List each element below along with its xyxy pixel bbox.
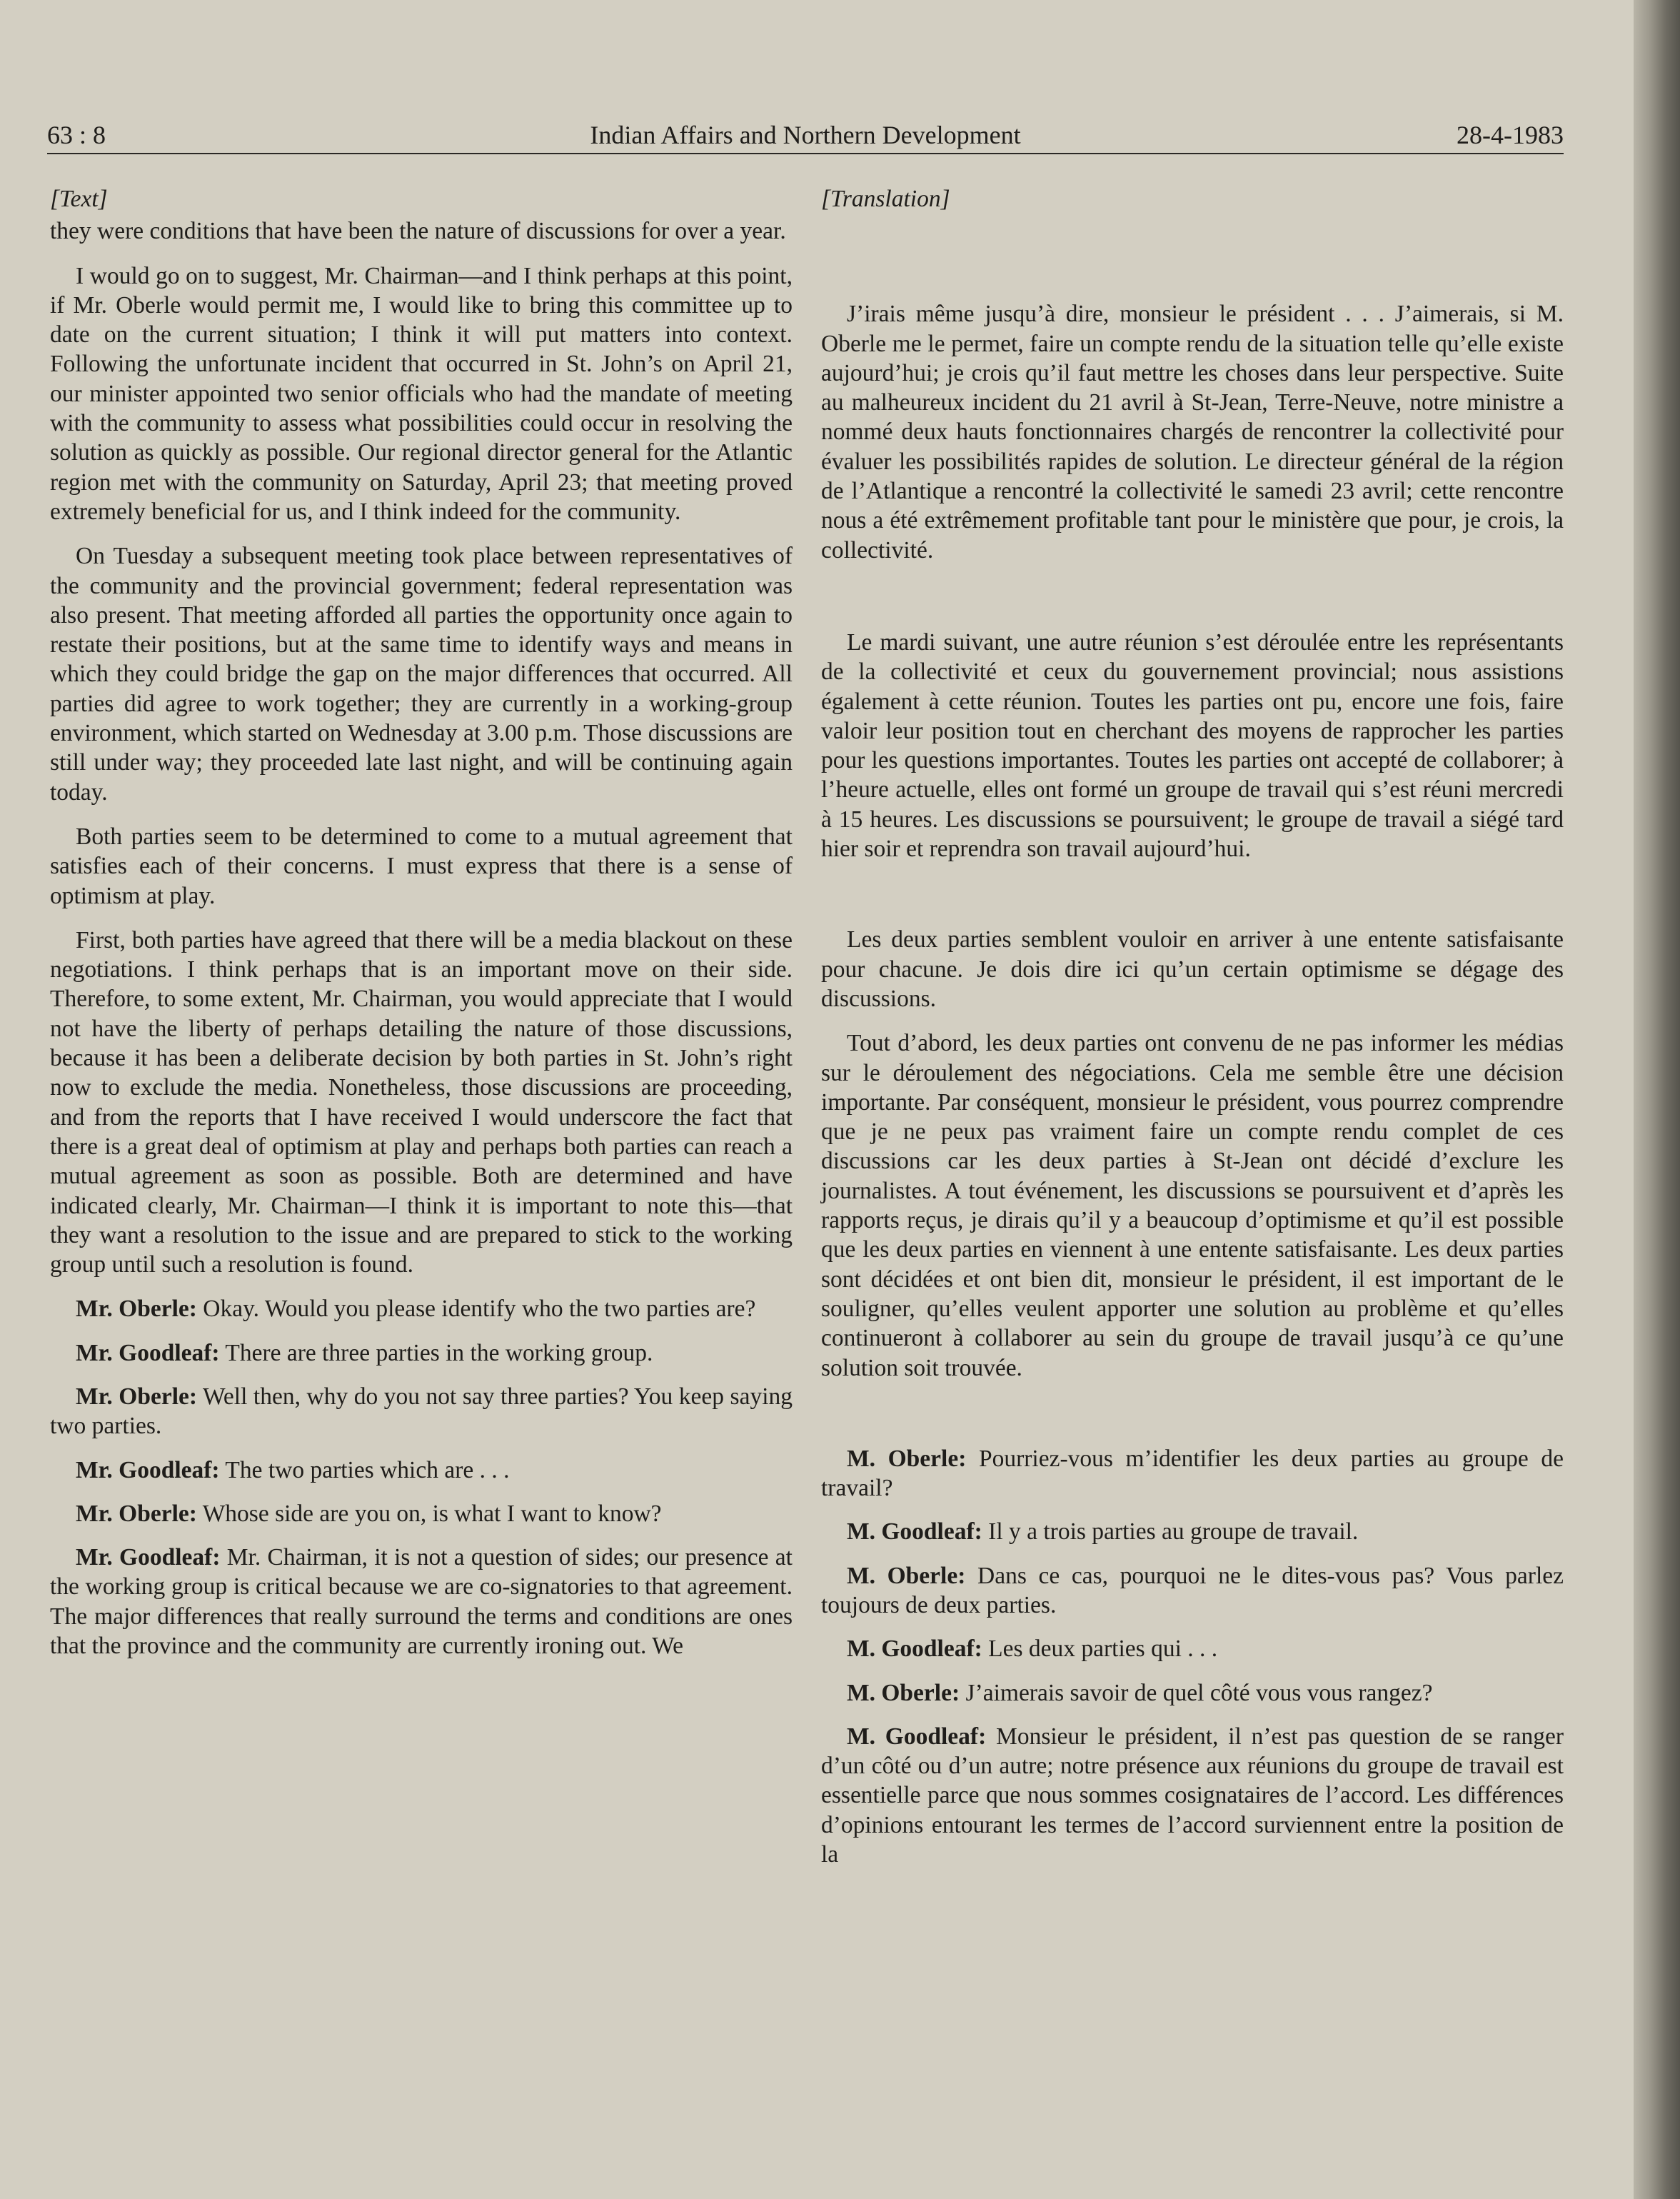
speech-text: The two parties which are . . . [219, 1456, 510, 1483]
exchange [821, 1722, 1564, 1869]
exchange [50, 1294, 793, 1323]
speaker-name: Mr. Goodleaf: [76, 1544, 221, 1571]
exchange [50, 1499, 793, 1528]
speech-text: Mr. Chairman, it is not a question of sides; our presence at the working group is critical because we are co-signatories to that agreement. The major differences that really surround the terms and conditions are ones that the province and the community are currently ironing out. We [50, 1544, 793, 1660]
speech-text: There are three parties in the working group. [219, 1339, 653, 1366]
speaker-name: Mr. Oberle: [76, 1500, 197, 1527]
paragraph: J’irais même jusqu’à dire, monsieur le président . . . J’aimerais, si M. Oberle me le permet, faire un compte rendu de la situation telle qu’elle existe aujourd’hui; je crois qu’il faut mettre les choses dans leur perspective. Suite au malheureux incident du 21 avril à St-Jean, Terre-Neuve, notre ministre a nommé deux hauts fonctionnaires chargés de rencontrer la collectivité pour évaluer les possibilités rapides de solution. Le directeur général de la région de l’Atlantique a rencontré la collectivité le samedi 23 avril; cette rencontre nous a été extrêmement profitable tant pour le ministère que pour, je crois, la collectivité. [821, 301, 1564, 563]
speech-text: Les deux parties qui . . . [982, 1636, 1218, 1663]
paragraph: they were conditions that have been the nature of discussions for over a year. [50, 218, 786, 245]
paragraph: I would go on to suggest, Mr. Chairman—and I think perhaps at this point, if Mr. Oberle would permit me, I would like to bring this committee up to date on the current situation; I think it will put matters into context. Following the unfortunate incident that occurred in St. John’s on April 21, our minister appointed two senior officials who had the mandate of meeting with the community to assess what possibilities could occur in resolving the solution as quickly as possible. Our regional director general for the Atlantic region met with the community on Saturday, April 23; that meeting proved extremely beneficial for us, and I think indeed for the community. [50, 262, 793, 525]
exchange [50, 1456, 793, 1485]
page-edge-shadow [1634, 0, 1680, 2199]
paragraph: Tout d’abord, les deux parties ont convenu de ne pas informer les médias sur le déroulement des négociations. Cela me semble être une décision importante. Par conséquent, monsieur le président, vous pourrez comprendre que je ne peux pas vraiment faire un compte rendu complet de ces discussions car les deux parties à St-Jean ont décidé d’exclure les journalistes. A tout événement, les discussions se poursuivent et d’après les rapports reçus, je dirais qu’il y a beaucoup d’optimisme et qu’il est possible que les deux parties en viennent à une entente satisfaisante. Les deux parties sont décidées et ont bien dit, monsieur le président, il est important de le souligner, qu’elles veulent apporter une solution au problème et qu’elles continueront à collaborer au sein du groupe de travail jusqu’à ce qu’une solution soit trouvée. [821, 1030, 1564, 1381]
speech-text: J’aimerais savoir de quel côté vous vous rangez? [960, 1679, 1433, 1706]
paragraph: Both parties seem to be determined to come to a mutual agreement that satisfies each of their concerns. I must express that there is a sense of optimism at play. [50, 823, 793, 909]
translation-tag: [Translation] [821, 186, 950, 212]
french-column [821, 184, 1564, 1869]
speech-text: Okay. Would you please identify who the two parties are? [196, 1296, 756, 1323]
paragraph: Les deux parties semblent vouloir en arriver à une entente satisfaisante pour chacune. Je dois dire ici qu’un certain optimisme se dégage des discussions. [821, 926, 1564, 1012]
paragraph: First, both parties have agreed that there will be a media blackout on these negotiations. I think perhaps that is an important move on their side. Therefore, to some extent, Mr. Chairman, you would appreciate that I would not have the liberty of perhaps detailing the nature of those discussions, because it has been a deliberate decision by both parties in St. John’s right now to exclude the media. Nonetheless, those discussions are proceeding, and from the reports that I have received I would underscore the fact that there is a great deal of optimism at play and perhaps both parties can reach a mutual agreement as soon as possible. Both are determined and have indicated clearly, Mr. Chairman—I think it is important to note this—that they want a resolution to the issue and are prepared to stick to the working group until such a resolution is found. [50, 926, 793, 1278]
speech-text: Dans ce cas, pourquoi ne le dites-vous pas? Vous parlez toujours de deux parties. [821, 1562, 1564, 1618]
speaker-name: Mr. Oberle: [76, 1383, 198, 1410]
header-rule [47, 153, 1564, 154]
speech-text: Well then, why do you not say three parties? You keep saying two parties. [50, 1383, 793, 1440]
speech-text: Il y a trois parties au groupe de travail. [982, 1518, 1359, 1546]
header-title: Indian Affairs and Northern Development [590, 121, 1021, 149]
exchange [821, 1678, 1564, 1708]
speaker-name: M. Goodleaf: [847, 1518, 982, 1546]
exchange [50, 1543, 793, 1660]
page-number: 63 : 8 [47, 121, 106, 149]
speaker-name: M. Oberle: [847, 1679, 960, 1706]
header-date: 28-4-1983 [1457, 121, 1564, 149]
running-header [47, 114, 1564, 156]
speech-text: Pourriez-vous m’identifier les deux parties au groupe de travail? [821, 1445, 1564, 1502]
paragraph: On Tuesday a subsequent meeting took place between representatives of the community and the provincial government; federal representation was also present. That meeting afforded all parties the opportunity once again to restate their positions, but at the same time to identify ways and means in which they could bridge the gap on the major differences that occurred. All parties did agree to work together; they are currently in a working-group environment, which started on Wednesday at 3.00 p.m. Those discussions are still under way; they proceeded late last night, and will be continuing again today. [50, 543, 793, 806]
speech-text: Whose side are you on, is what I want to know? [196, 1500, 662, 1527]
exchange [821, 1444, 1564, 1503]
speaker-name: M. Oberle: [847, 1445, 967, 1472]
speaker-name: Mr. Oberle: [76, 1296, 197, 1323]
exchange [50, 1338, 793, 1368]
speaker-name: Mr. Goodleaf: [76, 1339, 220, 1366]
english-column [50, 184, 793, 1660]
paragraph: Le mardi suivant, une autre réunion s’est déroulée entre les représentants de la collectivité et ceux du gouvernement provincial; nous assistions également à cette réunion. Toutes les parties ont pu, encore une fois, faire valoir leur position tout en cherchant des moyens de rapprocher les parties pour les questions importantes. Toutes les parties ont accepté de collaborer; à l’heure actuelle, elles ont formé un groupe de travail qui s’est réuni mercredi à 15 heures. Les discussions se poursuivent; le groupe de travail a siégé tard hier soir et reprendra son travail aujourd’hui. [821, 628, 1564, 863]
exchange [821, 1561, 1564, 1621]
exchange [821, 1634, 1564, 1663]
exchange [50, 1382, 793, 1441]
text-tag: [Text] [50, 186, 108, 212]
speech-text: Monsieur le président, il n’est pas question de se ranger d’un côté ou d’un autre; notre présence aux réunions du groupe de travail est essentielle parce que nous sommes cosignataires de l’accord. Les différences d’opinions entourant les termes de l’accord surviennent entre la position de la [821, 1723, 1564, 1868]
speaker-name: Mr. Goodleaf: [76, 1456, 220, 1483]
speaker-name: M. Goodleaf: [847, 1636, 982, 1663]
exchange [821, 1517, 1564, 1546]
speaker-name: M. Oberle: [847, 1562, 966, 1589]
speaker-name: M. Goodleaf: [847, 1723, 987, 1750]
